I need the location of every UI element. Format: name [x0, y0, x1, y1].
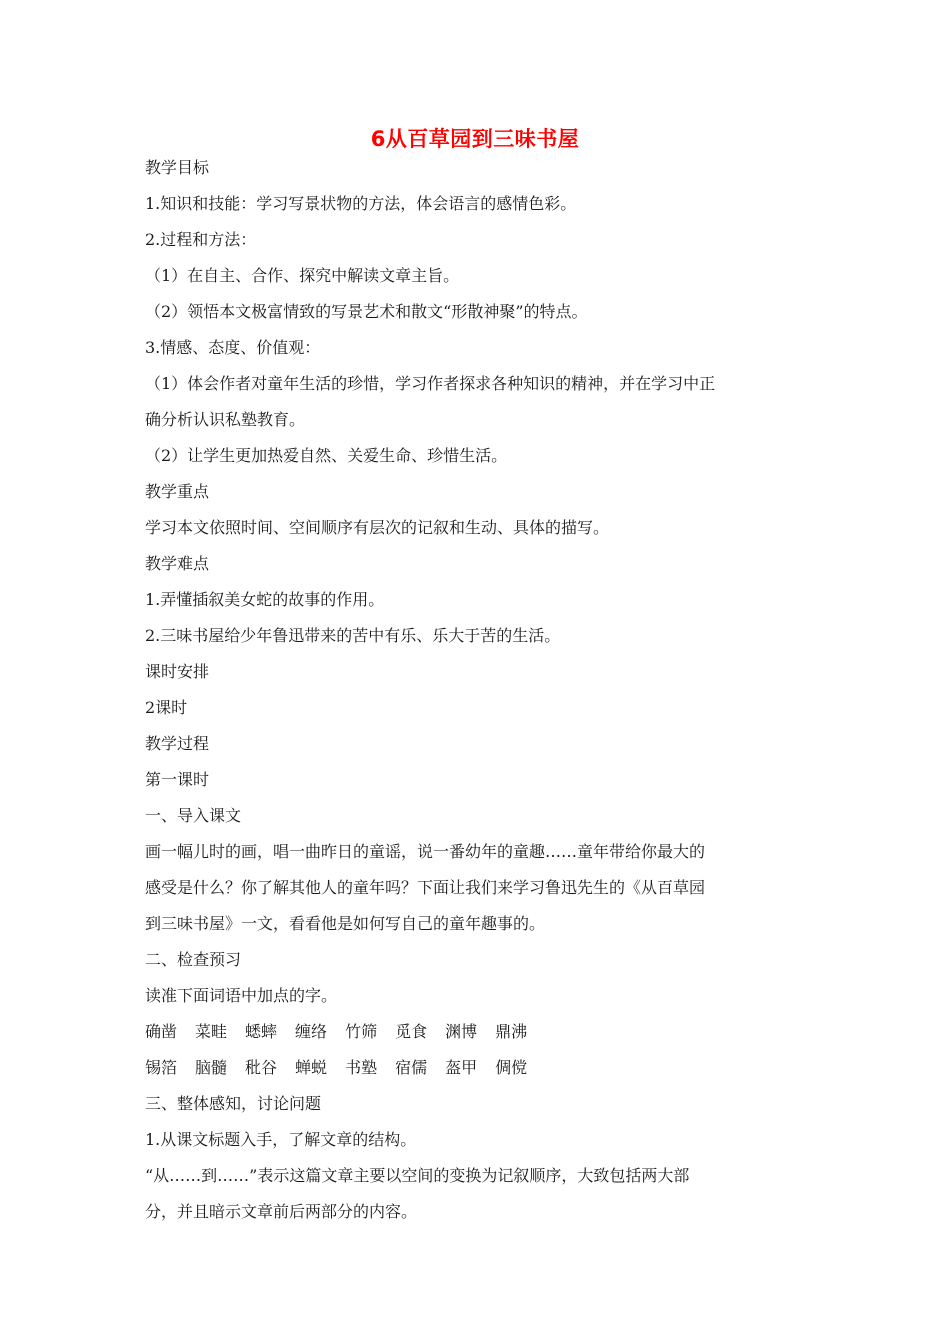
text-line: 分，并且暗示文章前后两部分的内容。: [145, 1202, 418, 1221]
vocab-word: 盔甲: [445, 1058, 478, 1077]
vocab-row-2: [145, 1050, 785, 1086]
text-line: “从……到……”表示这篇文章主要以空间的变换为记叙顺序，大致包括两大部: [145, 1166, 690, 1185]
vocab-word: 蝉蜕: [295, 1058, 328, 1077]
text-line: 教学重点: [145, 482, 210, 501]
text-line: 3.情感、态度、价值观：: [145, 338, 321, 357]
text-line: （2）让学生更加热爱自然、关爱生命、珍惜生活。: [145, 446, 508, 465]
text-line: 三、整体感知，讨论问题: [145, 1094, 322, 1113]
text-line: 二、检查预习: [145, 950, 242, 969]
vocab-word: 鼎沸: [495, 1022, 528, 1041]
text-line: 读准下面词语中加点的字。: [145, 986, 338, 1005]
text-line: 2.过程和方法：: [145, 230, 257, 249]
text-line: （1）体会作者对童年生活的珍惜，学习作者探求各种知识的精神，并在学习中正: [145, 374, 716, 393]
text-line: 1.从课文标题入手，了解文章的结构。: [145, 1130, 417, 1149]
text-line: 2.三味书屋给少年鲁迅带来的苦中有乐、乐大于苦的生活。: [145, 626, 561, 645]
text-line: 一、导入课文: [145, 806, 242, 825]
text-line: （1）在自主、合作、探究中解读文章主旨。: [145, 266, 460, 285]
text-line: （2）领悟本文极富情致的写景艺术和散文“形散神聚”的特点。: [145, 302, 588, 321]
vocab-word: 缠络: [295, 1022, 328, 1041]
text-line: 教学难点: [145, 554, 210, 573]
text-line: 到三味书屋》一文，看看他是如何写自己的童年趣事的。: [145, 914, 546, 933]
vocab-word: 脑髓: [195, 1058, 228, 1077]
vocab-word: 觅食: [395, 1022, 428, 1041]
vocab-word: 菜畦: [195, 1022, 228, 1041]
text-line: 1.知识和技能：学习写景状物的方法，体会语言的感情色彩。: [145, 194, 577, 213]
document-body: [145, 150, 785, 1230]
text-line: 1.弄懂插叙美女蛇的故事的作用。: [145, 590, 385, 609]
text-line: 确分析认识私塾教育。: [145, 410, 306, 429]
text-line: 画一幅儿时的画，唱一曲昨日的童谣，说一番幼年的童趣……童年带给你最大的: [145, 842, 706, 861]
vocab-word: 锡箔: [145, 1058, 178, 1077]
vocab-word: 竹筛: [345, 1022, 378, 1041]
vocab-word: 确凿: [145, 1022, 178, 1041]
text-line: 感受是什么？你了解其他人的童年吗？下面让我们来学习鲁迅先生的《从百草园: [145, 878, 706, 897]
text-line: 课时安排: [145, 662, 210, 681]
text-line: 2课时: [145, 698, 188, 717]
vocab-word: 秕谷: [245, 1058, 278, 1077]
vocab-word: 宿儒: [395, 1058, 428, 1077]
vocab-word: 倜傥: [495, 1058, 528, 1077]
text-line: 第一课时: [145, 770, 210, 789]
text-line: 教学过程: [145, 734, 210, 753]
vocab-word: 蟋蟀: [245, 1022, 278, 1041]
vocab-row-1: [145, 1014, 785, 1050]
vocab-word: 书塾: [345, 1058, 378, 1077]
vocab-word: 渊博: [445, 1022, 478, 1041]
text-line: 教学目标: [145, 158, 210, 177]
text-line: 学习本文依照时间、空间顺序有层次的记叙和生动、具体的描写。: [145, 518, 610, 537]
document-title: 6从百草园到三味书屋: [370, 127, 580, 151]
